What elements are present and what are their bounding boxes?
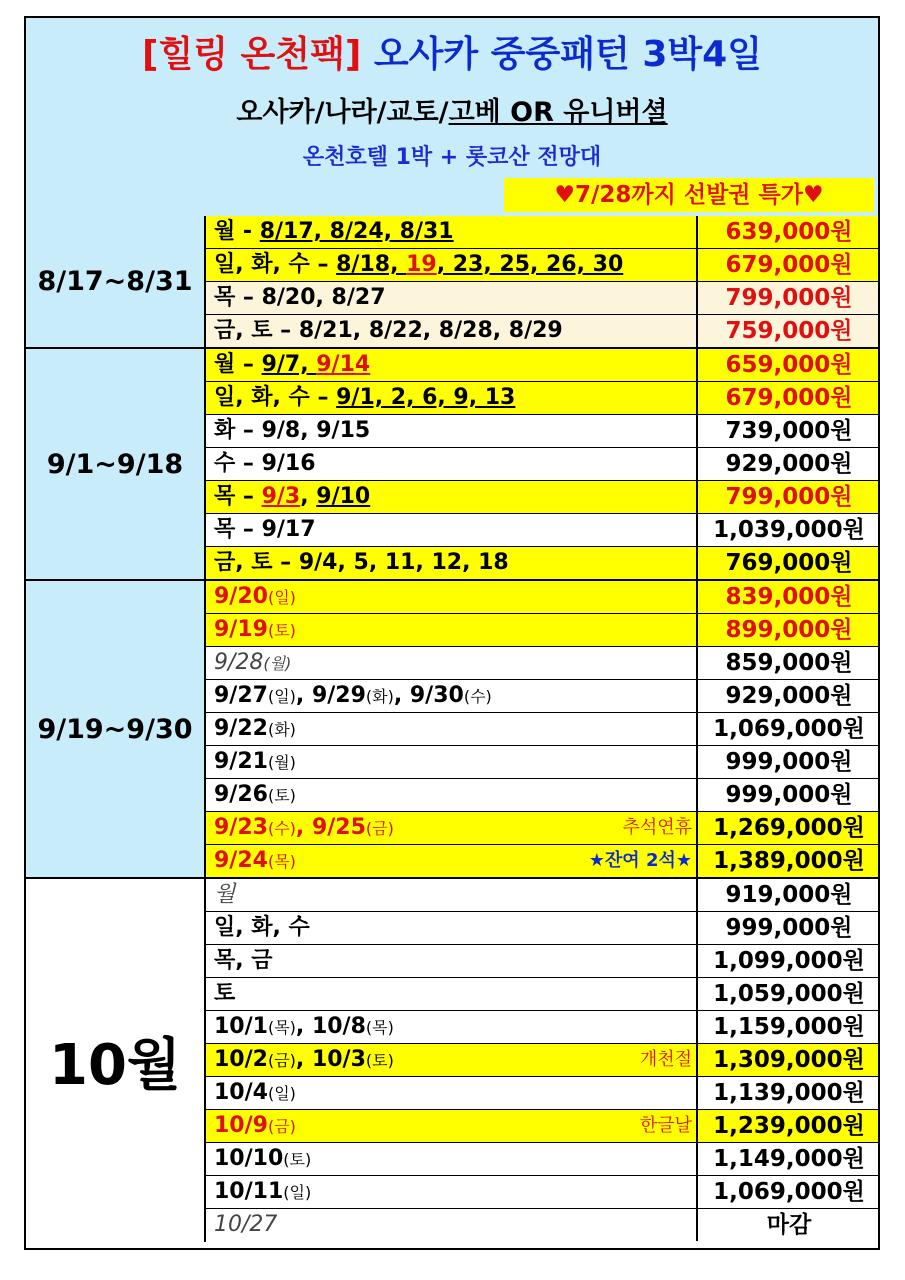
table-row [204,1011,878,1044]
price: 639,000원 [696,216,880,248]
period-label: 9/19~9/30 [26,581,204,879]
departure-dates [214,547,509,579]
period-label: 8/17~8/31 [26,216,204,349]
date-text: 9/27 [214,683,268,708]
weekday-label: (일) [267,588,296,607]
period-label: 9/1~9/18 [26,349,204,581]
header [26,18,878,218]
table-row [204,779,878,812]
date-text: 9/3 [261,484,301,509]
table-row [204,282,878,315]
date-text: 목 – 8/20, 8/27 [214,285,386,310]
date-text: 9/7, [261,352,317,377]
date-text: 10/4 [214,1080,268,1105]
price: 1,039,000원 [696,514,880,546]
date-text: 9/22 [214,716,268,741]
table-row [204,1176,878,1209]
date-text: 10/2 [214,1047,268,1072]
date-text: 9/24 [214,848,268,873]
date-text: 일, 화, 수 – [214,252,337,277]
table-row [204,514,878,547]
row-note: ★잔여 2석★ [588,850,692,871]
table-row [204,1110,878,1143]
date-text: 일, 화, 수 [214,915,310,940]
weekday-label: (월) [263,654,292,673]
date-text: 9/19 [214,617,268,642]
date-text: 9/1, 2, 6, 9, 13 [336,385,516,410]
route-option: 고베 OR 유니버셜 [448,97,668,128]
weekday-label: (월) [267,753,296,772]
price: 1,269,000원 [696,812,880,844]
route-plain: 오사카/나라/교토/ [236,97,449,128]
weekday-label: (화) [365,687,394,706]
date-text: 월 – [214,352,262,377]
weekday-label: (목) [267,852,296,871]
price: 1,239,000원 [696,1110,880,1142]
date-text: , 10/8 [295,1014,366,1039]
table-row [204,713,878,746]
table-row [204,481,878,514]
date-text: 목 – [214,484,262,509]
weekday-label: (금) [267,1051,296,1070]
date-text: 10/10 [214,1146,284,1171]
departure-dates [214,812,394,844]
period-label: 10월 [26,879,204,1243]
price: 1,059,000원 [696,978,880,1010]
date-text: , [300,484,317,509]
price: 899,000원 [696,614,880,646]
weekday-label: (토) [267,786,296,805]
weekday-label: (목) [365,1018,394,1037]
price: 1,389,000원 [696,845,880,877]
table-row [204,315,878,349]
price: 999,000원 [696,746,880,778]
date-text: 9/14 [316,352,371,377]
date-text: 화 – 9/8, 9/15 [214,418,371,443]
departure-dates [214,216,454,248]
date-text: 10/1 [214,1014,268,1039]
date-text: 월 [214,882,236,907]
weekday-label: (목) [267,1018,296,1037]
departure-dates [214,382,515,414]
title-main: 오사카 중중패턴 3박4일 [361,34,762,75]
departure-dates [214,978,235,1010]
departure-dates [214,581,296,613]
promo-badge: ♥7/28까지 선발권 특가♥ [504,178,874,212]
date-text: 토 [214,981,236,1006]
departure-dates [214,415,370,447]
departure-dates [214,945,273,977]
departure-dates [214,1143,311,1175]
row-note: 추석연휴 [622,817,692,838]
table-row [204,1077,878,1110]
price: 839,000원 [696,581,880,613]
weekday-label: (금) [267,1117,296,1136]
date-text: , 9/25 [295,815,366,840]
weekday-label: (일) [267,687,296,706]
departure-dates [214,713,296,745]
table-row [204,581,878,614]
table-row [204,680,878,713]
departure-dates [214,1176,311,1208]
date-text: 9/20 [214,584,268,609]
date-text: , 9/29 [295,683,366,708]
table-row [204,547,878,581]
table-row [204,978,878,1011]
weekday-label: (화) [267,720,296,739]
price: 679,000원 [696,382,880,414]
departure-dates [214,845,296,877]
date-text: 9/26 [214,782,268,807]
table-row [204,945,878,978]
table-row [204,1143,878,1176]
date-text: 금, 토 – 8/21, 8/22, 8/28, 8/29 [214,318,563,343]
price: 679,000원 [696,249,880,281]
table-row [204,349,878,382]
price: 1,149,000원 [696,1143,880,1175]
date-text: 19 [406,252,437,277]
departure-dates [214,1110,296,1142]
weekday-label: (금) [365,819,394,838]
date-text: 10/27 [214,1212,278,1237]
date-text: 목 – 9/17 [214,517,316,542]
departure-dates [214,448,316,480]
table-row [204,382,878,415]
price: 799,000원 [696,282,880,314]
table-row [204,879,878,912]
title-bracket: [힐링 온천팩] [141,34,362,75]
date-text: 9/21 [214,749,268,774]
price: 799,000원 [696,481,880,513]
date-text: 9/10 [316,484,371,509]
date-text: 8/17, 8/24, 8/31 [259,219,454,244]
date-text: , 9/30 [393,683,464,708]
table-row [204,249,878,282]
weekday-label: (토) [267,621,296,640]
departure-dates [214,315,563,347]
route-subtitle [26,90,878,129]
departure-dates [214,249,623,281]
departure-dates [214,647,291,679]
weekday-label: (토) [365,1051,394,1070]
price: 1,309,000원 [696,1044,880,1076]
table-row [204,746,878,779]
departure-dates [214,1077,296,1109]
price: 929,000원 [696,448,880,480]
departure-dates [214,1011,394,1043]
departure-dates [214,680,492,712]
table-row [204,912,878,945]
departure-dates [214,912,310,944]
price: 999,000원 [696,912,880,944]
departure-dates [214,514,316,546]
date-text: 8/18, [336,252,407,277]
departure-dates [214,481,370,513]
departure-dates [214,614,296,646]
price-sheet [24,16,880,1250]
price: 759,000원 [696,315,880,347]
weekday-label: (일) [283,1183,312,1202]
price: 마감 [696,1209,880,1241]
departure-dates [214,879,235,911]
page-title [26,26,878,77]
departure-dates [214,1209,277,1241]
date-text: 일, 화, 수 – [214,385,337,410]
table-row [204,845,878,879]
date-text: 목, 금 [214,948,273,973]
departure-dates [214,746,296,778]
weekday-label: (수) [463,687,492,706]
weekday-label: (수) [267,819,296,838]
table-row [204,1044,878,1077]
weekday-label: (토) [283,1150,312,1169]
date-text: 10/9 [214,1113,268,1138]
price: 659,000원 [696,349,880,381]
price: 1,099,000원 [696,945,880,977]
departure-dates [214,779,296,811]
price: 999,000원 [696,779,880,811]
table-row [204,647,878,680]
package-highlight: 온천호텔 1박 + 롯코산 전망대 [302,145,602,170]
date-text: 10/11 [214,1179,284,1204]
table-row [204,448,878,481]
departure-dates [214,282,386,314]
price: 919,000원 [696,879,880,911]
table-row [204,415,878,448]
date-text: 금, 토 – 9/4, 5, 11, 12, 18 [214,550,509,575]
departure-dates [214,349,370,381]
table-row [204,812,878,845]
date-text: 수 – 9/16 [214,451,316,476]
weekday-label: (일) [267,1084,296,1103]
price: 1,139,000원 [696,1077,880,1109]
date-text: , 23, 25, 26, 30 [436,252,624,277]
departure-dates [214,1044,394,1076]
row-note: 개천절 [639,1049,692,1070]
date-text: , 10/3 [295,1047,366,1072]
table-row [204,614,878,647]
date-text: 9/23 [214,815,268,840]
table-row [204,1209,878,1242]
price: 1,069,000원 [696,1176,880,1208]
price: 929,000원 [696,680,880,712]
price: 859,000원 [696,647,880,679]
date-text: 월 - [214,219,260,244]
price: 769,000원 [696,547,880,579]
date-text: 9/28 [214,650,264,675]
price: 1,159,000원 [696,1011,880,1043]
price: 1,069,000원 [696,713,880,745]
price: 739,000원 [696,415,880,447]
row-note: 한글날 [639,1115,692,1136]
table-row [204,216,878,249]
